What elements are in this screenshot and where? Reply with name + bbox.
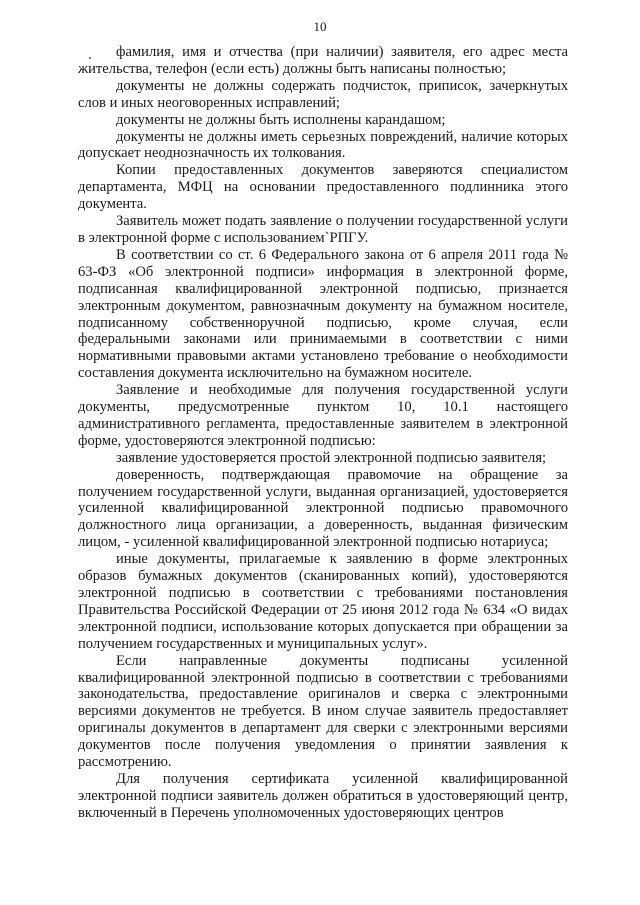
paragraph-other-documents: иные документы, прилагаемые к заявлению в форме электронных образов бумажных документов (сканированных копий), удостоверяются электронной подписью в соответствии с требованиями постановления Правительства Российской Федерации от 25 июня 2012 года № 634 «О видах электронной подписи, использование которых допускается при обращении за получением государственных и муниципальных услуг». [78,551,568,652]
paragraph-electronic-application: Заявитель может подать заявление о получении государственной услуги в электронной форме с использованием`РПГУ. [78,213,568,246]
paragraph-applicant-name-requirement: фамилия, имя и отчества (при наличии) заявителя, его адрес места жительства, телефон (если есть) должны быть написаны полностью; [78,44,568,77]
paragraph-no-damage: документы не должны иметь серьезных повреждений, наличие которых допускает неоднозначность их толкования. [78,128,568,162]
paragraph-electronic-documents: Заявление и необходимые для получения государственной услуги документы, предусмотренные пунктом 10, 10.1 настоящего административного регламента, предоставленные заявителем в электронной форме, удостоверяются электронной подписью: [78,382,568,449]
paragraph-no-pencil: документы не должны быть исполнены карандашом; [116,111,446,128]
paragraph-federal-law-reference: В соответствии со ст. 6 Федерального закона от 6 апреля 2011 года № 63-ФЗ «Об электронной подписи» информация в электронной форме, подписанная квалифицированной электронной подписью, признается электронным документом, равнозначным документу на бумажном носителе, подписанному собственноручной подписью, кроме случая, если федеральными законами или принимаемыми в соответствии с ними нормативными правовыми актами установлено требование о необходимости составления документа исключительно на бумажном носителе. [78,246,568,382]
paragraph-no-corrections: документы не должны содержать подчисток, приписок, зачеркнутых слов и иных неоговоренных исправлений; [78,77,568,111]
document-body [78,44,568,822]
paragraph-copies-certified: Копии предоставленных документов заверяются специалистом департамента, МФЦ на основании предоставленного подлинника этого документа. [78,162,568,213]
paragraph-simple-signature: заявление удостоверяется простой электронной подписью заявителя; [116,449,547,466]
page-number: 10 [313,19,327,34]
paragraph-power-of-attorney: доверенность, подтверждающая правомочие на обращение за получением государственной услуги, выданная организацией, удостоверяется усиленной квалифицированной электронной подписью правомочного должностного лица организации, а доверенность, выданная физическим лицом, - усиленной квалифицированной электронной подписью нотариуса; [78,466,568,551]
paragraph-certificate: Для получения сертификата усиленной квалифицированной электронной подписи заявитель должен обратиться в удостоверяющий центр, включенный в Перечень уполномоченных удостоверяющих центров [78,770,568,821]
paragraph-qualified-signature: Если направленные документы подписаны усиленной квалифицированной электронной подписью в соответствии с требованиями законодательства, предоставление оригиналов и сверка с электронными версиями документов не требуется. В ином случае заявитель предоставляет оригиналы документов в департамент для сверки с электронными версиями документов после получения уведомления о принятии заявления к рассмотрению. [78,652,568,771]
